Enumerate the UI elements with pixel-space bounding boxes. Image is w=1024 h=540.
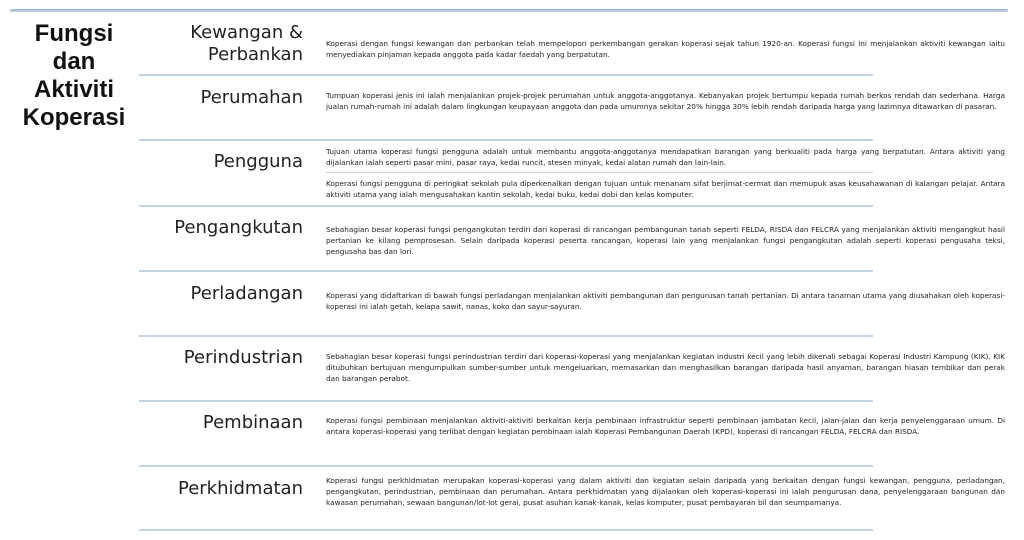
function-title: Perindustrian: [183, 347, 303, 368]
slide-title: [10, 20, 138, 132]
row-divider: [139, 465, 873, 467]
row-divider: [139, 335, 873, 337]
row-divider: [139, 529, 873, 531]
title-line: Koperasi: [22, 104, 126, 131]
row-divider: [139, 74, 873, 76]
function-title: Pembinaan: [202, 412, 303, 433]
function-description: Koperasi dengan fungsi kewangan dan perbankan telah mempelopori perkembangan gerakan koperasi sejak tahun 1920-an. Koperasi fungsi ini menjalankan aktiviti kewangan iaitu menyediakan pinjaman kepada anggota pada kadar faedah yang berpatutan.: [326, 39, 1005, 59]
function-description: Koperasi yang didaftarkan di bawah fungsi perladangan menjalankan aktiviti pembangunan dan pengurusan tanah pertanian. Di antara tanaman utama yang diusahakan oleh koperasi-koperasi ini ialah getah, kelapa sawit, nanas, koko dan sayur-sayuran.: [326, 291, 1005, 311]
row-divider: [139, 139, 873, 141]
function-title: Kewangan & Perbankan: [190, 22, 303, 65]
function-title: Perumahan: [200, 87, 303, 108]
function-description: Sebahagian besar koperasi fungsi perindustrian terdiri dari koperasi-koperasi yang menjalankan kegiatan industri kecil yang lebih dikenali sebagai Koperasi Industri Kampung (KIK). KIK ditubuhkan bertujuan mengumpulkan sumber-sumber untuk mengeluarkan, memasarkan dan menghasilkan barangan daripada hasil anyaman, barangan hiasan tembikar dan perak dan barangan perabot.: [326, 352, 1005, 383]
row-divider: [139, 270, 873, 272]
function-description: Koperasi fungsi pengguna di peringkat sekolah pula diperkenalkan dengan tujuan untuk menanam sifat berjimat-cermat dan memupuk asas keusahawanan di kalangan pelajar. Antara aktiviti utama yang ialah mengusahakan kantin sekolah, kedai buku, kedai dobi dan kelas komputer.: [326, 179, 1005, 199]
function-title: Pengguna: [213, 151, 303, 172]
function-description: Tumpuan koperasi jenis ini ialah menjalankan projek-projek perumahan untuk anggota-anggotanya. Kebanyakan projek bertumpu kepada rumah berkos rendah dan sederhana. Harga jualan rumah-rumah ini adalah dalam lingkungan keupayaan anggota dan pada umumnya sekitar 20% hingga 30% lebih rendah daripada harga yang lazimnya ditawarkan di pasaran.: [326, 91, 1005, 111]
function-description: Tujuan utama koperasi fungsi pengguna adalah untuk membantu anggota-anggotanya mendapatkan barangan yang berkualiti pada harga yang berpatutan. Antara aktiviti yang dijalankan ialah seperti pasar mini, pasar raya, kedai runcit, stesen minyak, kedai alatan rumah dan lain-lain.: [326, 147, 1005, 167]
function-title: Perkhidmatan: [177, 478, 303, 499]
title-line: Fungsi: [34, 20, 114, 47]
title-line: dan: [52, 48, 96, 75]
top-rule: [10, 9, 1008, 12]
row-divider: [326, 172, 873, 173]
function-description: Koperasi fungsi pembinaan menjalankan aktiviti-aktiviti berkaitan kerja pembinaan infrastruktur seperti pembinaan jambatan kecil, jalan-jalan dan kerja penyelenggaraan umum. Di antara koperasi-koperasi yang terlibat dengan kegiatan pembinaan ialah Koperasi Pembangunan Daerah (KPD), koperasi di rancangan FELDA, FELCRA dan RISDA.: [326, 416, 1005, 436]
function-title: Pengangkutan: [174, 217, 303, 238]
function-title: Perladangan: [190, 283, 303, 304]
row-divider: [139, 400, 873, 402]
function-description: Koperasi fungsi perkhidmatan merupakan koperasi-koperasi yang dalam aktiviti dan kegiatan selain daripada yang berkaitan dengan fungsi kewangan, pengguna, perladangan, pengangkutan, perindustrian, pembinaan dan perumahan. Antara perkhidmatan yang dijalankan oleh koperasi-koperasi ini ialah pengurusan dana, penyelenggaraan bangunan dan kawasan perumahan, sewaan bangunan/lot-lot gerai, pusat asuhan kanak-kanak, kelas komputer, pusat pembayaran bil dan seumpamanya.: [326, 476, 1005, 507]
title-line: Aktiviti: [33, 76, 114, 103]
row-divider: [139, 205, 873, 207]
function-description: Sebahagian besar koperasi fungsi pengangkutan terdiri dari koperasi di rancangan pembangunan tanah seperti FELDA, RISDA dan FELCRA yang menjalankan aktiviti mengangkut hasil pertanian ke kilang pemprosesan. Selain daripada koperasi peserta rancangan, koperasi lain yang menjalankan fungsi pengangkutan adalah seperti koperasi pengusaha teksi, pengusaha bas dan lori.: [326, 225, 1005, 256]
